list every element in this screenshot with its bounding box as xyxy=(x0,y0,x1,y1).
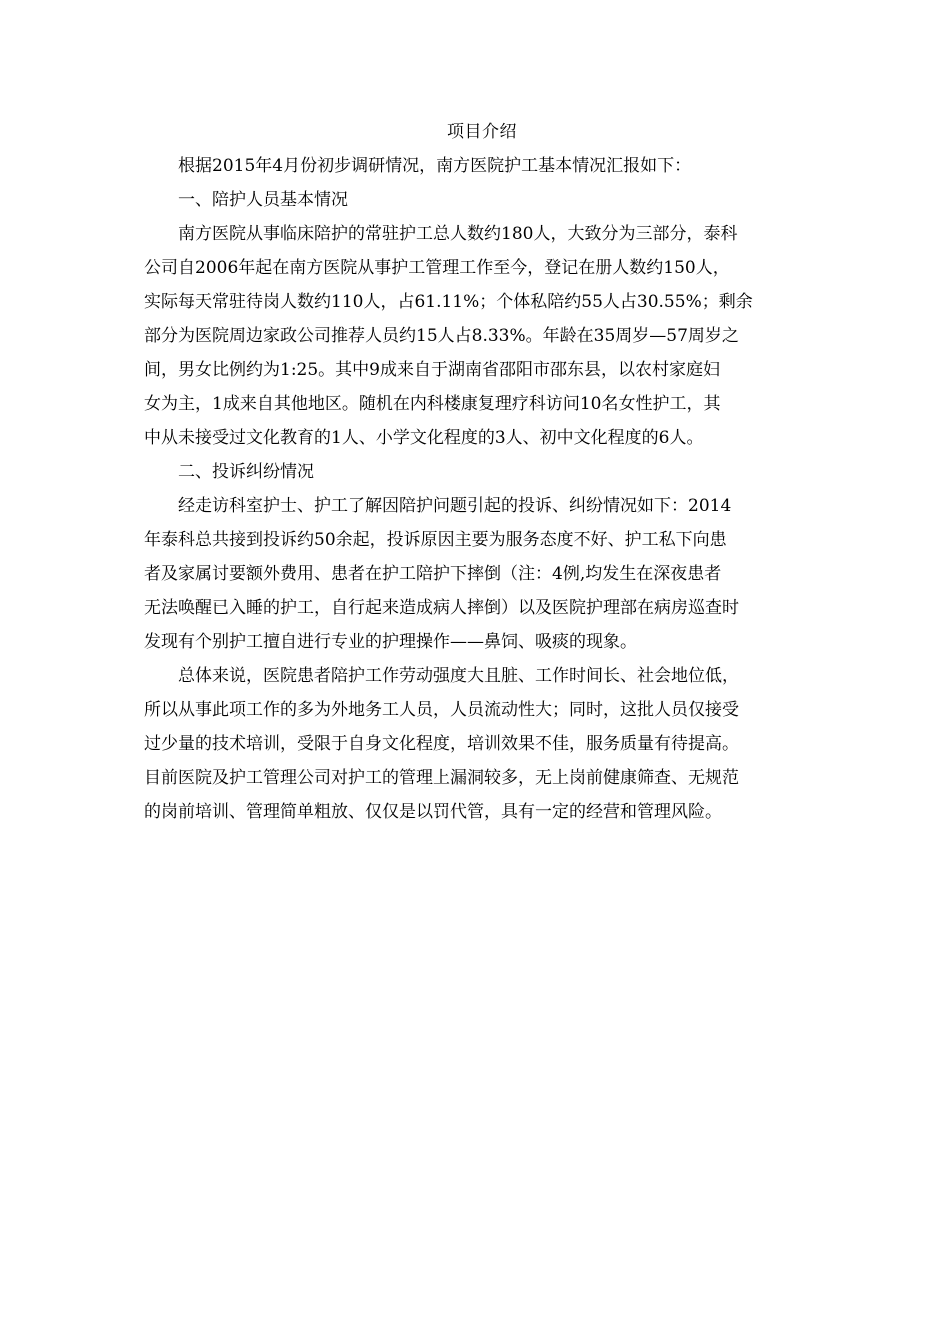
section-2-paragraph xyxy=(144,489,820,659)
paragraph-line: 女为主，1成来自其他地区。随机在内科楼康复理疗科访问10名女性护工，其 xyxy=(144,394,721,414)
paragraph-line: 发现有个别护工擅自进行专业的护理操作——鼻饲、吸痰的现象。 xyxy=(144,632,637,652)
paragraph-line: 过少量的技术培训，受限于自身文化程度，培训效果不佳，服务质量有待提高。 xyxy=(144,734,739,754)
paragraph-line: 经走访科室护士、护工了解因陪护问题引起的投诉、纠纷情况如下：2014 xyxy=(178,496,732,516)
intro-paragraph: 根据2015年4月份初步调研情况，南方医院护工基本情况汇报如下： xyxy=(178,156,692,176)
paragraph-line: 目前医院及护工管理公司对护工的管理上漏洞较多，无上岗前健康筛查、无规范 xyxy=(144,768,739,788)
paragraph-line: 的岗前培训、管理简单粗放、仅仅是以罚代管，具有一定的经营和管理风险。 xyxy=(144,802,722,822)
section-1-paragraph xyxy=(144,217,820,455)
paragraph-line: 公司自2006年起在南方医院从事护工管理工作至今，登记在册人数约150人， xyxy=(144,258,730,278)
section-2-heading: 二、投诉纠纷情况 xyxy=(178,462,314,482)
paragraph-line: 无法唤醒已入睡的护工，自行起来造成病人摔倒）以及医院护理部在病房巡查时 xyxy=(144,598,739,618)
paragraph-line: 部分为医院周边家政公司推荐人员约15人占8.33%。年龄在35周岁—57周岁之 xyxy=(144,326,739,346)
paragraph-line: 年泰科总共接到投诉约50余起，投诉原因主要为服务态度不好、护工私下向患 xyxy=(144,530,727,550)
paragraph-line: 中从未接受过文化教育的1人、小学文化程度的3人、初中文化程度的6人。 xyxy=(144,428,704,448)
summary-paragraph xyxy=(144,659,820,829)
document-body xyxy=(144,115,820,829)
paragraph-line: 者及家属讨要额外费用、患者在护工陪护下摔倒（注：4例,均发生在深夜患者 xyxy=(144,564,722,584)
paragraph-line: 南方医院从事临床陪护的常驻护工总人数约180人，大致分为三部分，泰科 xyxy=(178,224,738,244)
paragraph-line: 总体来说，医院患者陪护工作劳动强度大且脏、工作时间长、社会地位低， xyxy=(178,666,739,686)
paragraph-line: 间，男女比例约为1:25。其中9成来自于湖南省邵阳市邵东县，以农村家庭妇 xyxy=(144,360,720,380)
document-title: 项目介绍 xyxy=(447,122,517,142)
paragraph-line: 实际每天常驻待岗人数约110人，占61.11%；个体私陪约55人占30.55%；剩余 xyxy=(144,292,753,312)
section-1-heading: 一、陪护人员基本情况 xyxy=(178,190,348,210)
paragraph-line: 所以从事此项工作的多为外地务工人员，人员流动性大；同时，这批人员仅接受 xyxy=(144,700,739,720)
